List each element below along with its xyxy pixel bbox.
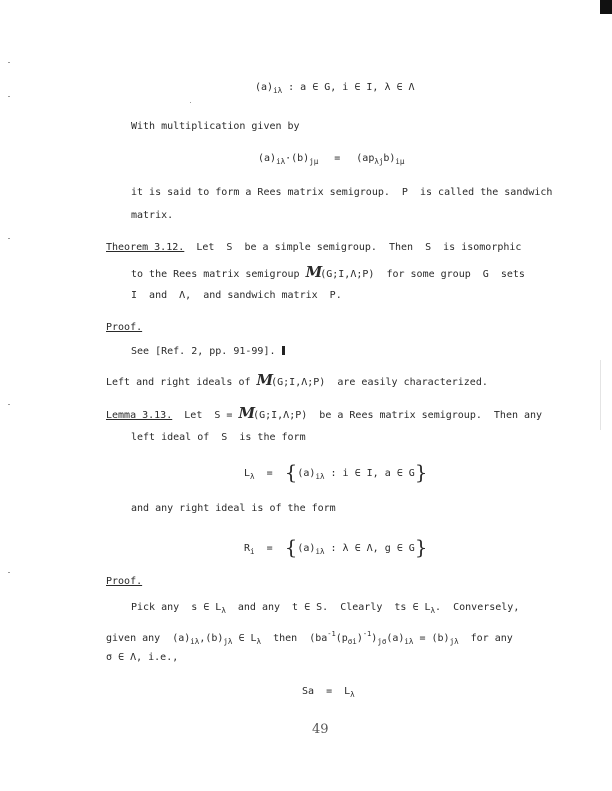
- ideals-sentence: Left and right ideals of M(G;I,Λ;P) are easily characterized.: [106, 371, 488, 389]
- proof-label: Proof.: [106, 322, 143, 333]
- margin-tick: [8, 96, 10, 97]
- margin-tick: [8, 404, 10, 405]
- proof-reference: See [Ref. 2, pp. 91-99].: [131, 346, 285, 358]
- proof-label: Proof.: [106, 576, 143, 587]
- multiplication-formula: $(a)_{i\lambda}\cdot(b)_{j\mu} = (ap_{\lambda j}b)_{i\mu}$: [258, 153, 405, 166]
- page-number: 49: [312, 722, 329, 737]
- set-definition: $(a)_{i\lambda}$ : a ∈ G, i ∈ I, λ ∈ Λ: [255, 82, 415, 95]
- end-of-proof-mark: [282, 346, 285, 355]
- sa-equation: $Sa = L_\lambda$: [302, 686, 355, 699]
- script-m-symbol: M: [238, 404, 254, 422]
- scan-edge-line: [600, 360, 601, 430]
- margin-tick: [8, 572, 10, 573]
- multiplication-intro: With multiplication given by: [131, 121, 300, 132]
- lemma-3-13: Lemma 3.13. Let S = M(G;I,Λ;P) be a Rees matrix semigroup. Then any: [106, 404, 543, 422]
- lemma-line: left ideal of S is the form: [131, 432, 306, 443]
- rees-definition-line: it is said to form a Rees matrix semigroup. P is called the sandwich: [131, 187, 553, 198]
- lemma-label: Lemma 3.13.: [106, 410, 173, 421]
- rees-definition-line: matrix.: [131, 210, 174, 221]
- proof-line: given any $(a)_{i\lambda},(b)_{j\lambda}$ ∈ $L_\lambda$ then $(ba^{-1}(p_{\sigma i})^{-1})_{j\sigma}(a)_{i\lambda} = (b)_{j\lambda}$ for any: [106, 630, 513, 646]
- proof-line: Pick any s ∈ $L_\lambda$ and any t ∈ S. Clearly ts ∈ $L_\lambda$. Conversely,: [131, 602, 520, 615]
- left-ideal-formula: $L_\lambda = \{(a)_{i\lambda}$ : i ∈ I, a ∈ G}: [244, 460, 428, 484]
- proof-line: σ ∈ Λ, i.e.,: [106, 652, 179, 663]
- margin-tick: [8, 62, 10, 63]
- theorem-label: Theorem 3.12.: [106, 242, 185, 253]
- margin-tick: [8, 238, 10, 239]
- theorem-line: I and Λ, and sandwich matrix P.: [131, 290, 342, 301]
- right-ideal-intro: and any right ideal is of the form: [131, 503, 336, 514]
- scan-speck: [190, 102, 191, 103]
- theorem-line: to the Rees matrix semigroup M(G;I,Λ;P) for some group G sets: [131, 263, 525, 281]
- scan-corner-mark: [600, 0, 612, 14]
- script-m-symbol: M: [305, 263, 321, 281]
- script-m-symbol: M: [256, 371, 272, 389]
- right-ideal-formula: $R_i = \{(a)_{i\lambda}$ : λ ∈ Λ, g ∈ G}: [244, 535, 428, 559]
- theorem-3-12: Theorem 3.12. Let S be a simple semigroup. Then S is isomorphic: [106, 242, 522, 253]
